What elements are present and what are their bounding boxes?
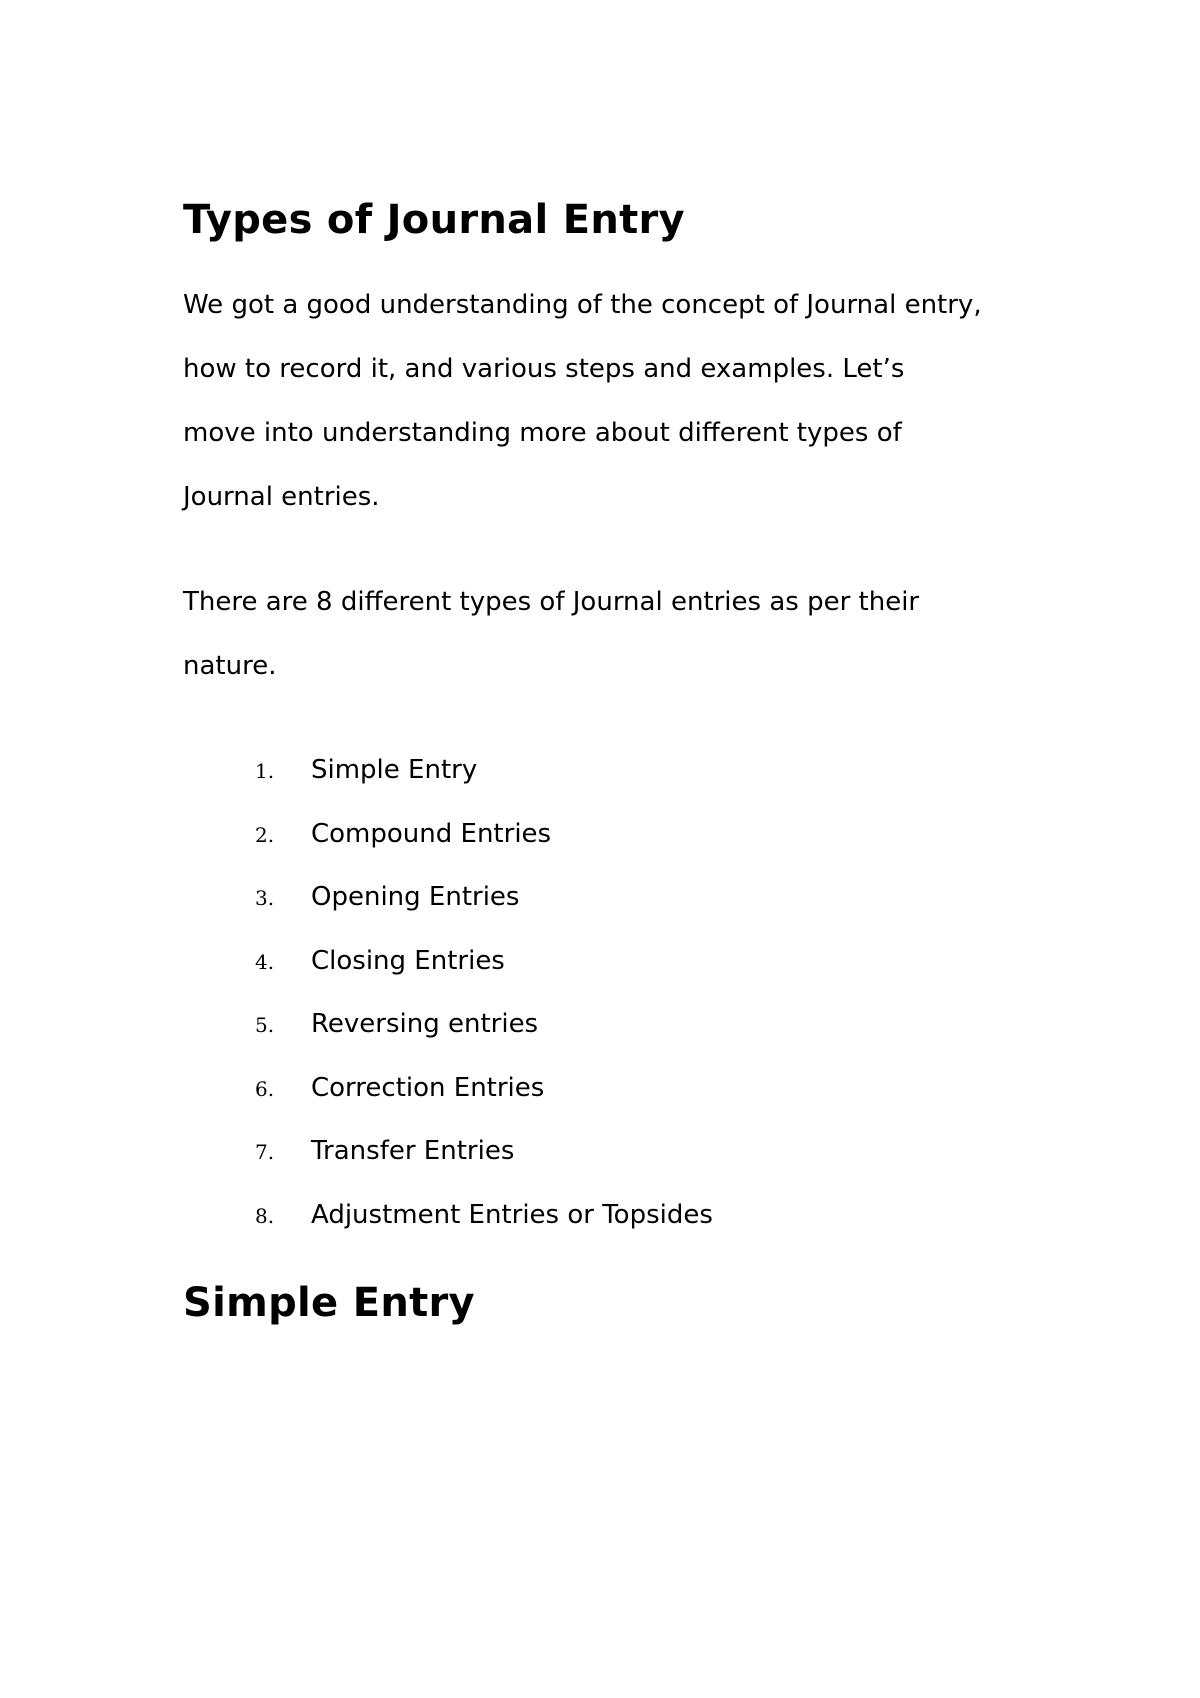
page-title: Types of Journal Entry xyxy=(183,197,685,243)
list-item-label: Opening Entries xyxy=(311,882,520,912)
list-item-number: 7. xyxy=(255,1140,275,1164)
list-item-label: Reversing entries xyxy=(311,1009,539,1039)
list-item-number: 5. xyxy=(255,1013,275,1037)
list-item-number: 8. xyxy=(255,1203,275,1228)
list-item-number: 4. xyxy=(255,949,275,974)
list-item-label: Simple Entry xyxy=(311,755,478,785)
list-item-label: Correction Entries xyxy=(311,1072,545,1103)
list-item xyxy=(183,739,1063,803)
list-item xyxy=(183,930,1063,994)
types-count-paragraph: There are 8 different types of Journal entries as per their nature. xyxy=(183,587,920,681)
section-heading: Simple Entry xyxy=(183,1280,475,1326)
list-item-label: Closing Entries xyxy=(311,945,505,976)
list-item-label: Adjustment Entries or Topsides xyxy=(311,1199,713,1230)
list-item-label: Transfer Entries xyxy=(311,1136,515,1166)
list-item xyxy=(183,993,1063,1057)
list-item-number: 3. xyxy=(255,886,275,910)
list-item xyxy=(183,803,1063,867)
document-content xyxy=(183,190,1063,1333)
list-item xyxy=(183,1120,1063,1184)
list-item-number: 2. xyxy=(255,822,275,847)
list-item xyxy=(183,1184,1063,1248)
journal-entry-types-list xyxy=(183,739,1063,1247)
list-item xyxy=(183,866,1063,930)
intro-paragraph: We got a good understanding of the concept of Journal entry, how to record it, and various steps and examples. Let’s move into understanding more about different types of Journal entries. xyxy=(183,290,982,512)
list-item-number: 6. xyxy=(255,1076,275,1101)
list-item-number: 1. xyxy=(255,759,275,783)
list-item-label: Compound Entries xyxy=(311,818,552,849)
list-item xyxy=(183,1057,1063,1121)
